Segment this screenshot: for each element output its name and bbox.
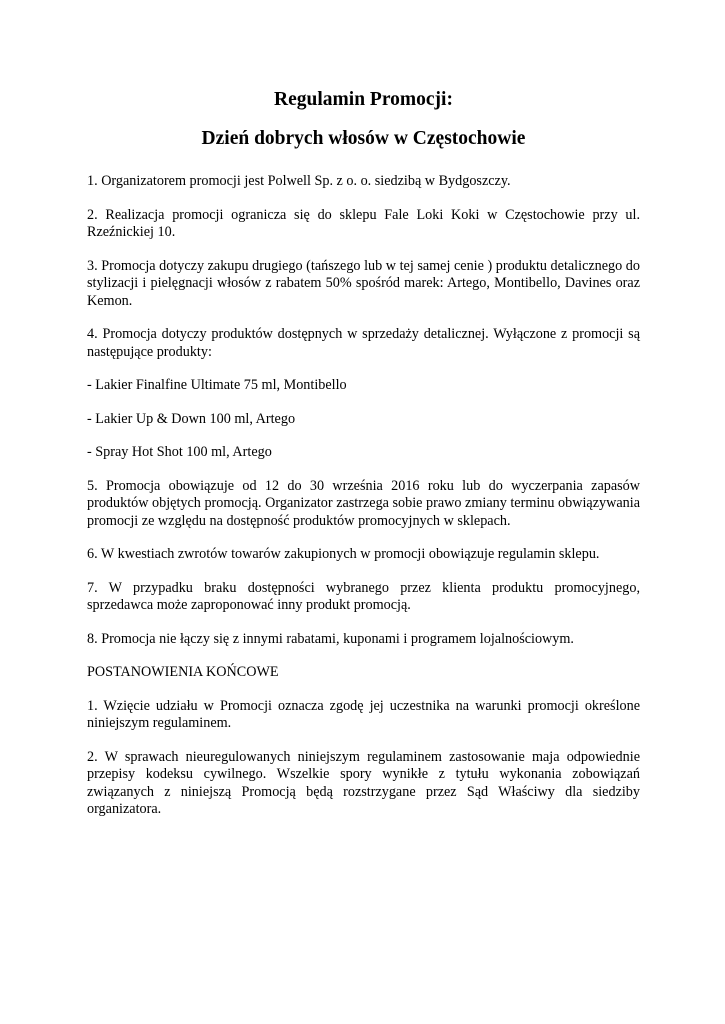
final-paragraph-2: 2. W sprawach nieuregulowanych niniejszym regulaminem zastosowanie maja odpowiednie przepisy kodeksu cywilnego. Wszelkie spory wynikłe z tytułu wykonania zobowiązań związanych z niniejszą Promocją będą rozstrzygane przez Sąd Właściwy dla siedziby organizatora.: [87, 748, 640, 817]
excluded-product-1: - Lakier Finalfine Ultimate 75 ml, Montibello: [87, 377, 347, 393]
document-title: Regulamin Promocji:: [274, 89, 453, 110]
document-subtitle: Dzień dobrych włosów w Częstochowie: [201, 128, 526, 149]
paragraph-6: 6. W kwestiach zwrotów towarów zakupionych w promocji obowiązuje regulamin sklepu.: [87, 546, 600, 562]
paragraph-4: 4. Promocja dotyczy produktów dostępnych w sprzedaży detalicznej. Wyłączone z promocji są następujące produkty:: [87, 326, 640, 360]
paragraph-1: 1. Organizatorem promocji jest Polwell Sp. z o. o. siedzibą w Bydgoszczy.: [87, 173, 511, 189]
excluded-product-2: - Lakier Up & Down 100 ml, Artego: [87, 410, 296, 427]
document-body: [87, 88, 640, 835]
paragraph-3: 3. Promocja dotyczy zakupu drugiego (tańszego lub w tej samej cenie ) produktu detalicznego do stylizacji i pielęgnacji włosów z rabatem 50% spośród marek: Artego, Montibello, Davines oraz Kemon.: [87, 257, 640, 309]
paragraph-8: 8. Promocja nie łączy się z innymi rabatami, kuponami i programem lojalnościowym.: [87, 630, 574, 647]
paragraph-5: 5. Promocja obowiązuje od 12 do 30 września 2016 roku lub do wyczerpania zapasów produktów objętych promocją. Organizator zastrzega sobie prawo zmiany terminu obwiązywania promocji ze względu na dostępność produktów promocyjnych w sklepach.: [87, 477, 640, 529]
final-provisions-heading: POSTANOWIENIA KOŃCOWE: [87, 664, 279, 680]
excluded-product-3: - Spray Hot Shot 100 ml, Artego: [87, 444, 272, 460]
final-paragraph-1: 1. Wzięcie udziału w Promocji oznacza zgodę jej uczestnika na warunki promocji określone niniejszym regulaminem.: [87, 697, 640, 731]
paragraph-2: 2. Realizacja promocji ogranicza się do sklepu Fale Loki Koki w Częstochowie przy ul. Rzeźnickiej 10.: [87, 206, 640, 240]
paragraph-7: 7. W przypadku braku dostępności wybranego przez klienta produktu promocyjnego, sprzedawca może zaproponować inny produkt promocją.: [87, 579, 640, 613]
